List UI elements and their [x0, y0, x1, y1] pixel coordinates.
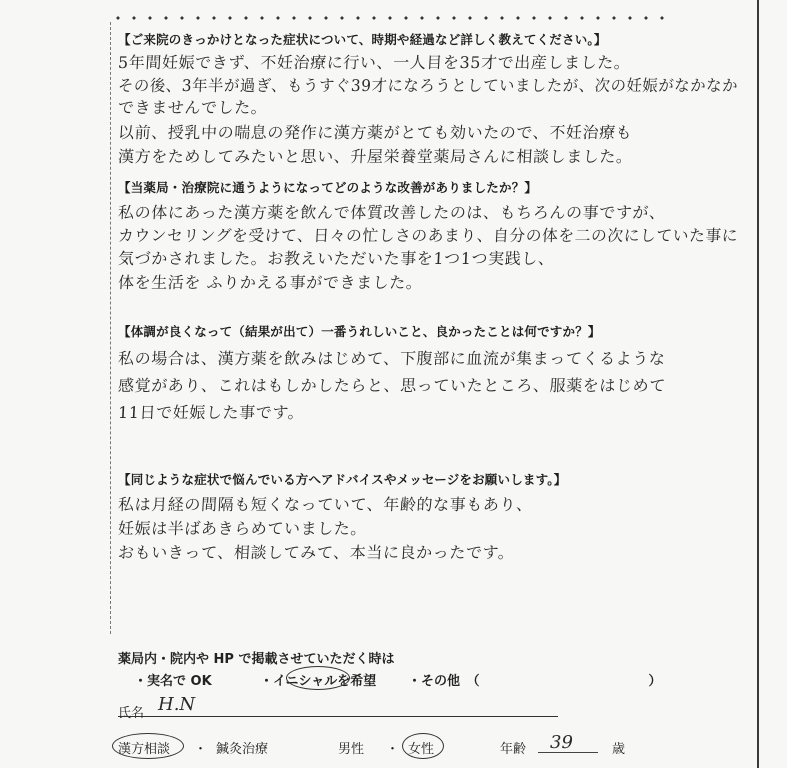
dotted-border-top: [110, 16, 670, 20]
gender-female[interactable]: 女性: [408, 742, 435, 757]
page-edge: [757, 0, 759, 768]
answer-line: 私の場合は、漢方薬を飲みはじめて、下腹部に血流が集まってくるような: [117, 349, 667, 368]
age-unit: 歳: [612, 742, 626, 757]
section-heading: 【体調が良くなって（結果が出て）一番うれしいこと、良かったことは何ですか？】: [118, 324, 601, 339]
gender-male[interactable]: 男性: [338, 742, 365, 757]
section-improvement: [118, 178, 738, 294]
answer-line: 漢方をためしてみたいと思い、升屋栄養堂薬局さんに相談しました。: [117, 147, 634, 166]
answer-line: 私の体にあった漢方薬を飲んで体質改善したのは、もちろんの事ですが、: [117, 203, 667, 222]
section-heading: 【当薬局・治療院に通うようになってどのような改善がありましたか？】: [118, 180, 538, 195]
treatment-acupuncture[interactable]: 鍼灸治療: [216, 742, 269, 757]
section-heading: 【同じような症状で悩んでいる方へアドバイスやメッセージをお願いします。】: [118, 472, 567, 487]
answer-line: 私は月経の間隔も短くなっていて、年齢的な事もあり、: [117, 495, 534, 514]
age-value: 39: [550, 732, 573, 753]
option-initial[interactable]: ・イニシャルを希望: [260, 674, 377, 689]
answer-line: 11日で妊娠した事です。: [117, 403, 305, 422]
publish-note: 薬局内・院内や HP で掲載させていただく時は: [118, 652, 395, 667]
section-heading: 【ご来院のきっかけとなった症状について、時期や経過など詳しく教えてください。】: [118, 32, 607, 47]
selection-circle-initial: [286, 666, 350, 690]
answer-line: 感覚があり、これはもしかしたらと、思っていたところ、服薬をはじめて: [117, 376, 667, 395]
name-value: H.N: [158, 694, 196, 715]
age-underline: [538, 752, 598, 753]
answer-line: おもいきって、相談してみて、本当に良かったです。: [117, 543, 516, 562]
answer-line: その後、3年半が過ぎ、もうすぐ39才になろうとしていましたが、次の妊娠がなかなか: [117, 76, 739, 95]
section-advice: [118, 470, 738, 564]
answer-line: 気づかされました。お教えいただいた事を1つ1つ実践し、: [117, 249, 556, 268]
selection-circle-kampo: [112, 733, 184, 759]
section-symptoms: [118, 30, 738, 168]
answer-line: 5年間妊娠できず、不妊治療に行い、一人目を35才で出産しました。: [117, 53, 631, 72]
name-underline: [118, 716, 558, 717]
answer-line: できませんでした。: [117, 98, 268, 117]
answer-line: 妊娠は半ばあきらめていました。: [117, 519, 368, 538]
name-label: 氏名: [118, 706, 145, 721]
section-happiest: [118, 322, 738, 424]
option-realname[interactable]: ・実名で OK: [134, 674, 212, 689]
option-other[interactable]: ・その他 （ ）: [408, 674, 662, 689]
treatment-separator: ・: [194, 742, 208, 757]
age-label: 年齢: [500, 742, 527, 757]
answer-line: カウンセリングを受けて、日々の忙しさのあまり、自分の体を二の次にしていた事に: [117, 226, 739, 245]
answer-line: 以前、授乳中の喘息の発作に漢方薬がとても効いたので、不妊治療も: [117, 123, 633, 142]
gender-separator: ・: [386, 742, 400, 757]
answer-line: 体を生活を ふりかえる事ができました。: [117, 273, 424, 292]
selection-circle-female: [402, 733, 444, 759]
treatment-kampo[interactable]: 漢方相談: [118, 742, 171, 757]
